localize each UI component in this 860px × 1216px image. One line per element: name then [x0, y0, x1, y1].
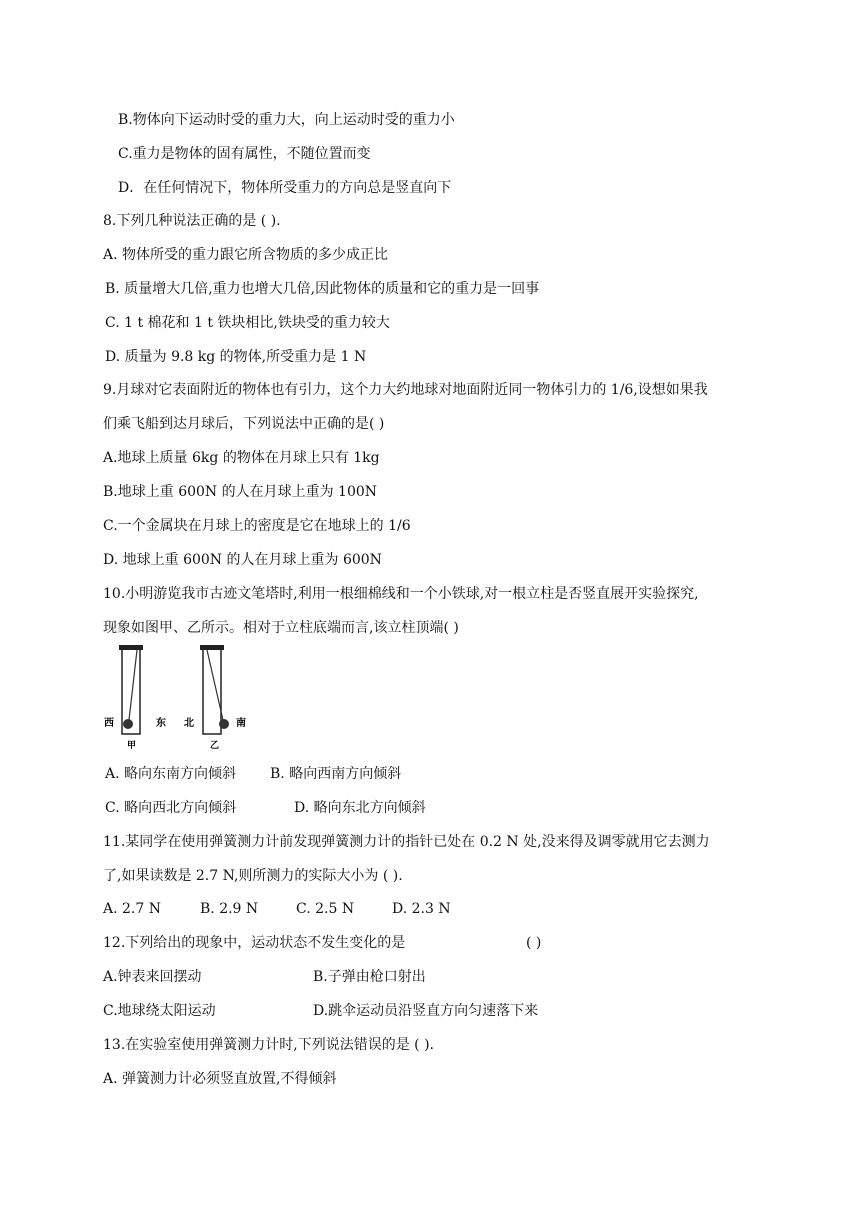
- q12-option-c: C.地球绕太阳运动: [103, 1003, 216, 1019]
- q7-option-b: B.物体向下运动时受的重力大，向上运动时受的重力小: [118, 112, 455, 128]
- plumb-line-figure: [100, 640, 260, 752]
- q8-stem: 8.下列几种说法正确的是 ( ).: [103, 213, 281, 229]
- q11-stem-line2: 了,如果读数是 2.7 N,则所测力的实际大小为 ( ).: [103, 868, 403, 884]
- q7-option-c: C.重力是物体的固有属性，不随位置而变: [118, 146, 371, 162]
- q7-option-d: D．在任何情况下，物体所受重力的方向总是竖直向下: [118, 180, 452, 196]
- q9-option-d: D. 地球上重 600N 的人在月球上重为 600N: [103, 552, 382, 568]
- q13-option-a: A. 弹簧测力计必须竖直放置,不得倾斜: [103, 1071, 337, 1087]
- q12-option-a: A.钟表来回摆动: [103, 969, 202, 985]
- q12-answer-paren: ( ): [526, 935, 542, 951]
- label-east: 东: [156, 718, 166, 729]
- q10-option-c: C. 略向西北方向倾斜: [105, 800, 237, 816]
- q8-option-a: A. 物体所受的重力跟它所含物质的多少成正比: [103, 247, 389, 263]
- q9-stem-line1: 9.月球对它表面附近的物体也有引力，这个力大约地球对地面附近同一物体引力的 1/6,设想如果我: [103, 382, 708, 398]
- q9-option-a: A.地球上质量 6kg 的物体在月球上只有 1kg: [103, 450, 380, 466]
- plumb-bob-left: [123, 719, 133, 729]
- q12-option-b: B.子弹由枪口射出: [313, 969, 426, 985]
- caption-yi: 乙: [210, 741, 220, 751]
- q8-option-c: C. 1 t 棉花和 1 t 铁块相比,铁块受的重力较大: [105, 315, 390, 331]
- q8-option-b: B. 质量增大几倍,重力也增大几倍,因此物体的质量和它的重力是一回事: [105, 281, 540, 297]
- plumb-bob-right: [219, 719, 229, 729]
- q11-option-c: C. 2.5 N: [296, 901, 355, 917]
- q12-option-d: D.跳伞运动员沿竖直方向匀速落下来: [313, 1003, 539, 1019]
- q11-option-a: A. 2.7 N: [103, 901, 161, 917]
- q11-option-b: B. 2.9 N: [200, 901, 259, 917]
- label-west: 西: [104, 718, 114, 729]
- label-north: 北: [184, 718, 194, 729]
- q10-stem-line2: 现象如图甲、乙所示。相对于立柱底端而言,该立柱顶端( ): [103, 620, 459, 636]
- q13-stem: 13.在实验室使用弹簧测力计时,下列说法错误的是 ( ).: [103, 1037, 434, 1053]
- q11-option-d: D. 2.3 N: [392, 901, 451, 917]
- q10-option-a: A. 略向东南方向倾斜: [105, 766, 237, 782]
- q11-stem-line1: 11.某同学在使用弹簧测力计前发现弹簧测力计的指针已处在 0.2 N 处,没来得及调零就用它去测力: [103, 834, 710, 850]
- q10-stem-line1: 10.小明游览我市古迹文笔塔时,利用一根细棉线和一个小铁球,对一根立柱是否竖直展开实验探究,: [103, 586, 699, 602]
- q8-option-d: D. 质量为 9.8 kg 的物体,所受重力是 1 N: [105, 349, 367, 365]
- figure-yi: [184, 645, 246, 751]
- q9-option-b: B.地球上重 600N 的人在月球上重为 100N: [103, 484, 378, 500]
- q12-stem: 12.下列给出的现象中，运动状态不发生变化的是: [103, 935, 406, 951]
- caption-jia: 甲: [127, 741, 137, 751]
- label-south: 南: [236, 718, 246, 729]
- q9-option-c: C.一个金属块在月球上的密度是它在地球上的 1/6: [103, 518, 411, 534]
- q10-option-d: D. 略向东北方向倾斜: [294, 800, 426, 816]
- q9-stem-line2: 们乘飞船到达月球后，下列说法中正确的是( ): [103, 416, 385, 432]
- figure-jia: [104, 645, 166, 751]
- q10-option-b: B. 略向西南方向倾斜: [270, 766, 402, 782]
